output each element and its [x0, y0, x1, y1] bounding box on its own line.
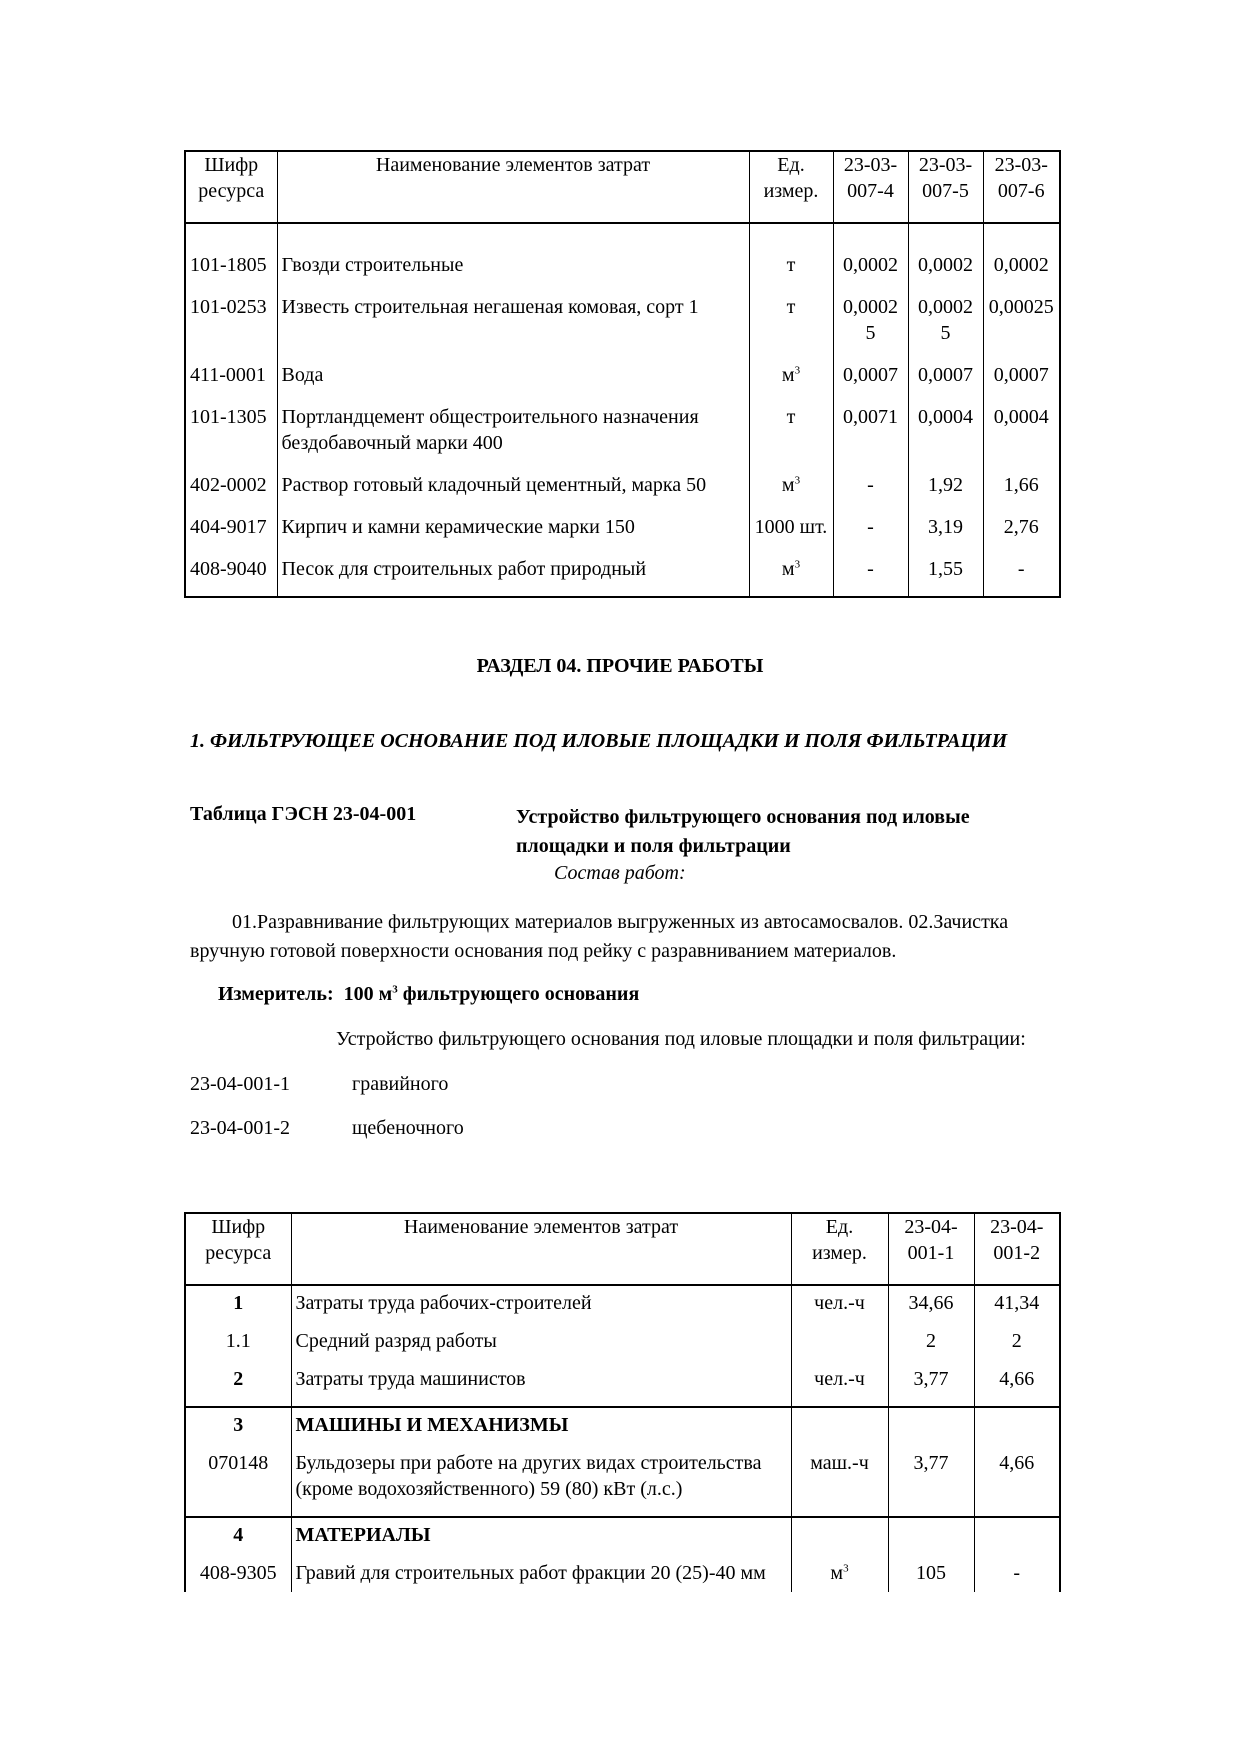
header-code: Шифр ресурса: [185, 151, 277, 223]
cell-code: 1: [233, 1292, 244, 1314]
cell-value-1: 0,0071: [833, 396, 908, 464]
cell-value-1: [888, 1407, 974, 1444]
header-unit: Ед. измер.: [749, 151, 833, 223]
cell-value-1: 105: [888, 1554, 974, 1592]
table-spacer-row: [185, 223, 1060, 244]
table-group-row: [185, 1407, 1060, 1444]
cell-unit: 1000 шт.: [749, 506, 833, 548]
cell-value-2: -: [974, 1554, 1060, 1592]
section-title: РАЗДЕЛ 04. ПРОЧИЕ РАБОТЫ: [476, 655, 764, 677]
cell-value-2: [974, 1407, 1060, 1444]
cell-name: Вода: [277, 354, 749, 396]
cell-value-1: 3,77: [888, 1360, 974, 1407]
cell-value-3: 2,76: [983, 506, 1060, 548]
cell-value-2: 0,0004: [908, 396, 983, 464]
cell-code: 411-0001: [190, 364, 266, 386]
device-description: Устройство фильтрующего основания под иловые площадки и поля фильтрации:: [336, 1028, 1026, 1050]
cell-name: Раствор готовый кладочный цементный, марка 50: [277, 464, 749, 506]
cell-value-1: 34,66: [888, 1285, 974, 1322]
table-row: [185, 396, 1060, 464]
meter-label: Измеритель:: [218, 983, 334, 1005]
cell-unit: $м^3$: [791, 1554, 888, 1592]
cell-code: 3: [233, 1414, 244, 1436]
header-col-1: 23-04- 001-1: [888, 1213, 974, 1285]
header-name: Наименование элементов затрат: [291, 1213, 791, 1285]
code-desc: гравийного: [352, 1073, 449, 1095]
cell-value-2: 0,0007: [908, 354, 983, 396]
cell-value-3: -: [983, 548, 1060, 597]
cell-value-1: 0,0007: [833, 354, 908, 396]
cell-value-3: 0,0004: [983, 396, 1060, 464]
table-row: [185, 1285, 1060, 1322]
table-description: Устройство фильтрующего основания под иловые площадки и поля фильтрации: [516, 806, 970, 857]
cell-unit: [791, 1407, 888, 1444]
table-row: [185, 464, 1060, 506]
cell-value-1: -: [833, 464, 908, 506]
code-desc: щебеночного: [352, 1117, 464, 1139]
header-code: Шифр ресурса: [185, 1213, 291, 1285]
cell-code: 070148: [185, 1444, 291, 1517]
cell-unit: т: [749, 244, 833, 286]
cell-unit: $м^3$: [749, 354, 833, 396]
cell-name: Песок для строительных работ природный: [277, 548, 749, 597]
cell-unit: [791, 1517, 888, 1554]
table-row: [185, 548, 1060, 597]
header-col-1: 23-03- 007-4: [833, 151, 908, 223]
resource-table-23-03-007: [184, 150, 1061, 598]
cell-name: Средний разряд работы: [291, 1322, 791, 1360]
cell-value-2: 41,34: [974, 1285, 1060, 1322]
header-col-2: 23-04- 001-2: [974, 1213, 1060, 1285]
composition-title: Состав работ:: [554, 862, 686, 884]
cell-name: МАШИНЫ И МЕХАНИЗМЫ: [291, 1407, 791, 1444]
cell-code: 408-9305: [199, 1562, 277, 1584]
cell-code: 1.1: [225, 1330, 251, 1352]
cell-value-2: 2: [974, 1322, 1060, 1360]
table-row: [185, 506, 1060, 548]
cell-unit: чел.-ч: [791, 1285, 888, 1322]
cell-value-1: -: [833, 506, 908, 548]
cell-value-1: [888, 1517, 974, 1554]
cell-value-1: 0,0002 5: [833, 286, 908, 354]
cell-name: Кирпич и камни керамические марки 150: [277, 506, 749, 548]
table-row: [185, 1554, 1060, 1592]
work-composition-text: 01.Разравнивание фильтрующих материалов выгруженных из автосамосвалов. 02.Зачистка вручную готовой поверхности основания под рейку с разравниванием материалов.: [190, 911, 1009, 962]
cell-value-3: 1,66: [983, 464, 1060, 506]
code-number: 23-04-001-2: [190, 1117, 290, 1139]
cell-unit: чел.-ч: [791, 1360, 888, 1407]
cell-unit: $м^3$: [749, 548, 833, 597]
code-list-item: [190, 1117, 464, 1140]
table-row: [185, 1360, 1060, 1407]
table-label: Таблица ГЭСН 23-04-001: [190, 803, 417, 825]
cell-name: Портландцемент общестроительного назначения бездобавочный марки 400: [277, 396, 749, 464]
header-col-2: 23-03- 007-5: [908, 151, 983, 223]
cell-value-3: 0,00025: [983, 286, 1060, 354]
cell-value-2: 4,66: [974, 1360, 1060, 1407]
table-row: [185, 244, 1060, 286]
cell-value-2: 3,19: [908, 506, 983, 548]
cell-unit: $м^3$: [749, 464, 833, 506]
cell-value-3: 0,0007: [983, 354, 1060, 396]
cell-code: 408-9040: [190, 558, 267, 580]
cell-code: 404-9017: [190, 516, 267, 538]
cell-name: Гвозди строительные: [277, 244, 749, 286]
cell-code: 101-1805: [190, 254, 267, 276]
table-row: [185, 286, 1060, 354]
table-header-row: [185, 1213, 1060, 1285]
cell-unit: т: [749, 396, 833, 464]
cell-value-1: -: [833, 548, 908, 597]
cell-unit: т: [749, 286, 833, 354]
code-number: 23-04-001-1: [190, 1073, 290, 1095]
cell-value-1: 0,0002: [833, 244, 908, 286]
cell-value-3: 0,0002: [983, 244, 1060, 286]
table-header-row: [185, 151, 1060, 223]
cell-name: Затраты труда рабочих-строителей: [291, 1285, 791, 1322]
header-name: Наименование элементов затрат: [277, 151, 749, 223]
cell-name: Бульдозеры при работе на других видах строительства (кроме водохозяйственного) 59 (80) кВт (л.с.): [291, 1444, 791, 1517]
table-group-row: [185, 1517, 1060, 1554]
cell-value-2: 1,55: [908, 548, 983, 597]
cell-name: Гравий для строительных работ фракции 20 (25)-40 мм: [291, 1554, 791, 1592]
cell-value-1: 2: [888, 1322, 974, 1360]
cell-unit: [791, 1322, 888, 1360]
table-row: [185, 1322, 1060, 1360]
cell-code: 402-0002: [190, 474, 267, 496]
cell-value-2: 1,92: [908, 464, 983, 506]
table-row: [185, 1444, 1060, 1517]
cell-value-1: 3,77: [888, 1444, 974, 1517]
cell-code: 2: [185, 1360, 291, 1407]
cell-code: 101-1305: [190, 406, 267, 428]
cell-value-2: 0,0002 5: [908, 286, 983, 354]
table-row: [185, 354, 1060, 396]
cell-name: МАТЕРИАЛЫ: [291, 1517, 791, 1554]
cell-unit: маш.-ч: [791, 1444, 888, 1517]
meter-value: 100 $м^3$ фильтрующего основания: [343, 983, 640, 1005]
cell-value-2: 0,0002: [908, 244, 983, 286]
resource-table-23-04-001: [184, 1212, 1061, 1592]
cell-value-2: 4,66: [974, 1444, 1060, 1517]
header-col-3: 23-03- 007-6: [983, 151, 1060, 223]
cell-code: 4: [233, 1524, 244, 1546]
cell-value-2: [974, 1517, 1060, 1554]
code-list-item: [190, 1073, 448, 1096]
measurement-unit: [218, 983, 639, 1006]
cell-name: Известь строительная негашеная комовая, сорт 1: [277, 286, 749, 354]
subsection-title: 1. ФИЛЬТРУЮЩЕЕ ОСНОВАНИЕ ПОД ИЛОВЫЕ ПЛОЩАДКИ И ПОЛЯ ФИЛЬТРАЦИИ: [190, 730, 1008, 752]
cell-name: Затраты труда машинистов: [291, 1360, 791, 1407]
header-unit: Ед. измер.: [791, 1213, 888, 1285]
cell-code: 101-0253: [190, 296, 267, 318]
